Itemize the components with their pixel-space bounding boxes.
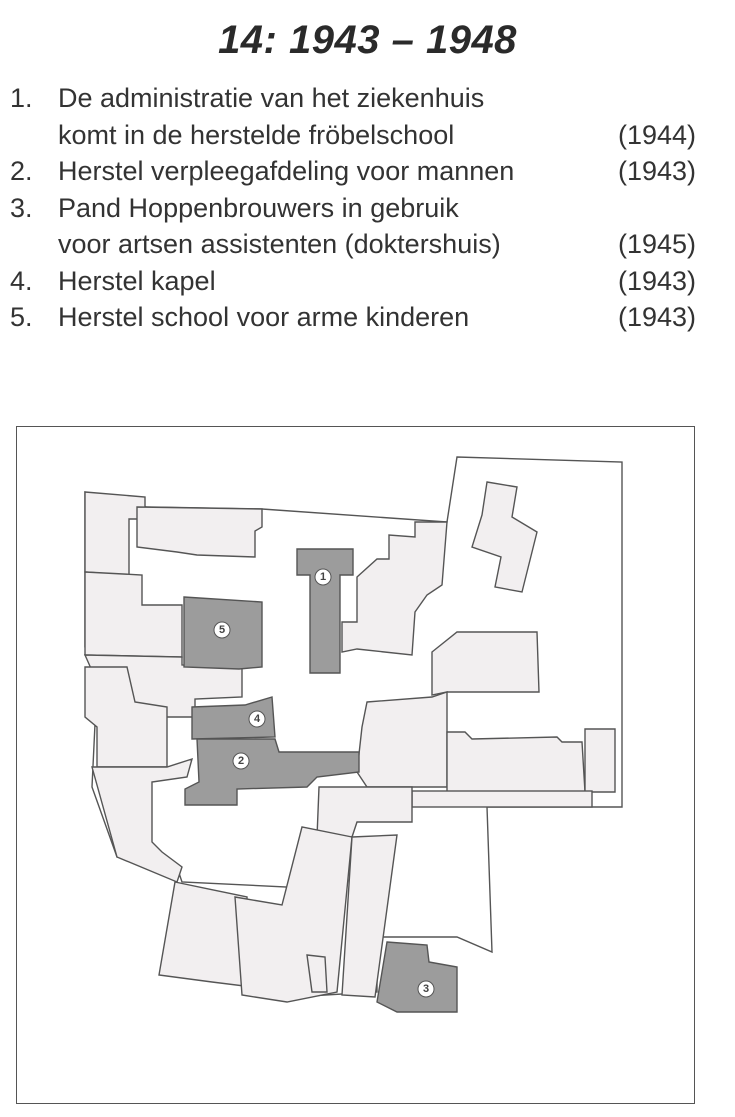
legend-text: voor artsen assistenten (doktershuis): [58, 229, 501, 259]
building-left-bottom: [92, 759, 192, 882]
legend-year: (1943): [617, 156, 696, 186]
building-central-upper: [342, 522, 447, 655]
map-marker-5: [214, 622, 230, 638]
legend-item-3: [10, 190, 710, 227]
building-central-hall: [357, 692, 447, 787]
map-marker-label: 5: [218, 624, 226, 636]
legend-text: De administratie van het ziekenhuis: [58, 83, 485, 113]
legend-text: Herstel kapel: [58, 265, 216, 296]
legend-item-2: [10, 153, 710, 190]
legend-number: 4.: [10, 265, 33, 296]
map-marker-label: 2: [237, 755, 245, 767]
map-marker-label: 1: [319, 571, 327, 583]
legend-year: (1945): [617, 229, 696, 259]
legend-text: Pand Hoppenbrouwers in gebruik: [58, 192, 459, 223]
legend-item-1-cont: [10, 117, 710, 154]
map-marker-3: [418, 981, 434, 997]
building-east-wing: [432, 632, 539, 695]
legend-year: (1944): [617, 119, 696, 150]
map-marker-label: 3: [422, 983, 430, 995]
legend-text: Herstel verpleegafdeling voor mannen: [58, 156, 515, 186]
legend-item-4: [10, 263, 710, 300]
legend-text: Herstel school voor arme kinderen: [58, 302, 470, 332]
legend-year: (1943): [617, 265, 696, 296]
legend-year: (1943): [617, 302, 696, 332]
legend-list: [10, 80, 710, 336]
site-map: [17, 427, 693, 1102]
building-east-strip: [412, 791, 592, 807]
legend-item-5: [10, 299, 710, 336]
building-top-long: [137, 507, 262, 557]
building-top-left: [85, 492, 145, 575]
legend-item-1: [10, 80, 710, 117]
building-east-end: [585, 729, 615, 792]
building-central-lower: [317, 787, 412, 837]
map-marker-4: [249, 711, 265, 727]
legend-number: 2.: [10, 156, 33, 186]
building-left-block: [85, 572, 182, 657]
map-marker-1: [315, 569, 331, 585]
legend-text: komt in de herstelde fröbelschool: [58, 119, 455, 150]
building-1-frobelschool: [297, 549, 353, 673]
legend-number: 1.: [10, 83, 33, 113]
legend-item-3-cont: [10, 226, 710, 263]
building-south-middle: [235, 827, 352, 1002]
map-marker-2: [233, 753, 249, 769]
legend-number: 3.: [10, 192, 33, 223]
map-marker-label: 4: [253, 713, 261, 725]
page-title: 14: 1943 – 1948: [218, 18, 517, 62]
legend-number: 5.: [10, 302, 33, 332]
building-top-right: [472, 482, 537, 592]
site-map-frame: [16, 426, 695, 1104]
building-east-long: [447, 732, 585, 792]
building-3-doktershuis: [377, 942, 457, 1012]
